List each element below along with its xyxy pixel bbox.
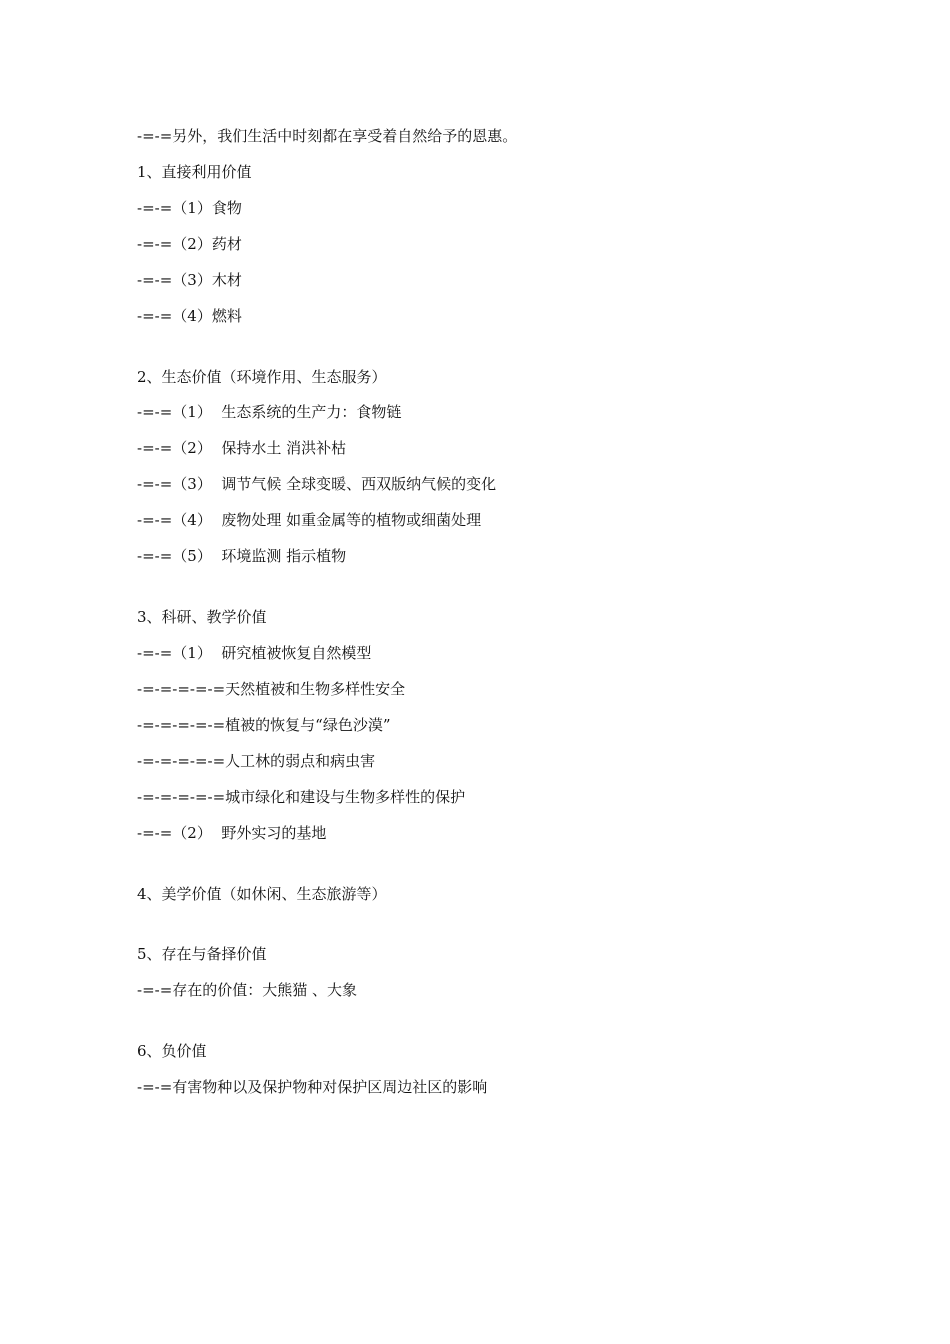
section-5-item-1: -=-=存在的价值：大熊猫 、大象 [137, 981, 358, 999]
section-3-item-2: -=-=（2） 野外实习的基地 [137, 824, 327, 842]
section-5-heading: 5、存在与备择价值 [137, 945, 267, 963]
section-1-heading: 1、直接利用价值 [137, 163, 252, 181]
section-2-heading: 2、生态价值（环境作用、生态服务） [137, 368, 387, 386]
section-3-item-1: -=-=（1） 研究植被恢复自然模型 [137, 644, 372, 662]
section-6-heading: 6、负价值 [137, 1042, 207, 1060]
section-2-item-2: -=-=（2） 保持水土 消洪补枯 [137, 439, 347, 457]
section-3-subitem-4: -=-=-=-=-=城市绿化和建设与生物多样性的保护 [137, 788, 466, 806]
section-2-item-3: -=-=（3） 调节气候 全球变暖、西双版纳气候的变化 [137, 475, 497, 493]
section-1-item-2: -=-=（2）药材 [137, 235, 242, 253]
section-2-item-4: -=-=（4） 废物处理 如重金属等的植物或细菌处理 [137, 511, 482, 529]
section-3-subitem-1: -=-=-=-=-=天然植被和生物多样性安全 [137, 680, 406, 698]
section-4-heading: 4、美学价值（如休闲、生态旅游等） [137, 885, 387, 903]
section-1-item-4: -=-=（4）燃料 [137, 307, 242, 325]
section-2-item-1: -=-=（1） 生态系统的生产力：食物链 [137, 403, 402, 421]
section-6-item-1: -=-=有害物种以及保护物种对保护区周边社区的影响 [137, 1078, 488, 1096]
section-3-subitem-3: -=-=-=-=-=人工林的弱点和病虫害 [137, 752, 376, 770]
section-1-item-1: -=-=（1）食物 [137, 199, 242, 217]
section-2-item-5: -=-=（5） 环境监测 指示植物 [137, 547, 347, 565]
intro-line: -=-=另外，我们生活中时刻都在享受着自然给予的恩惠。 [137, 127, 518, 145]
section-3-subitem-2: -=-=-=-=-=植被的恢复与“绿色沙漠” [137, 716, 391, 734]
section-1-item-3: -=-=（3）木材 [137, 271, 242, 289]
section-3-heading: 3、科研、教学价值 [137, 608, 267, 626]
